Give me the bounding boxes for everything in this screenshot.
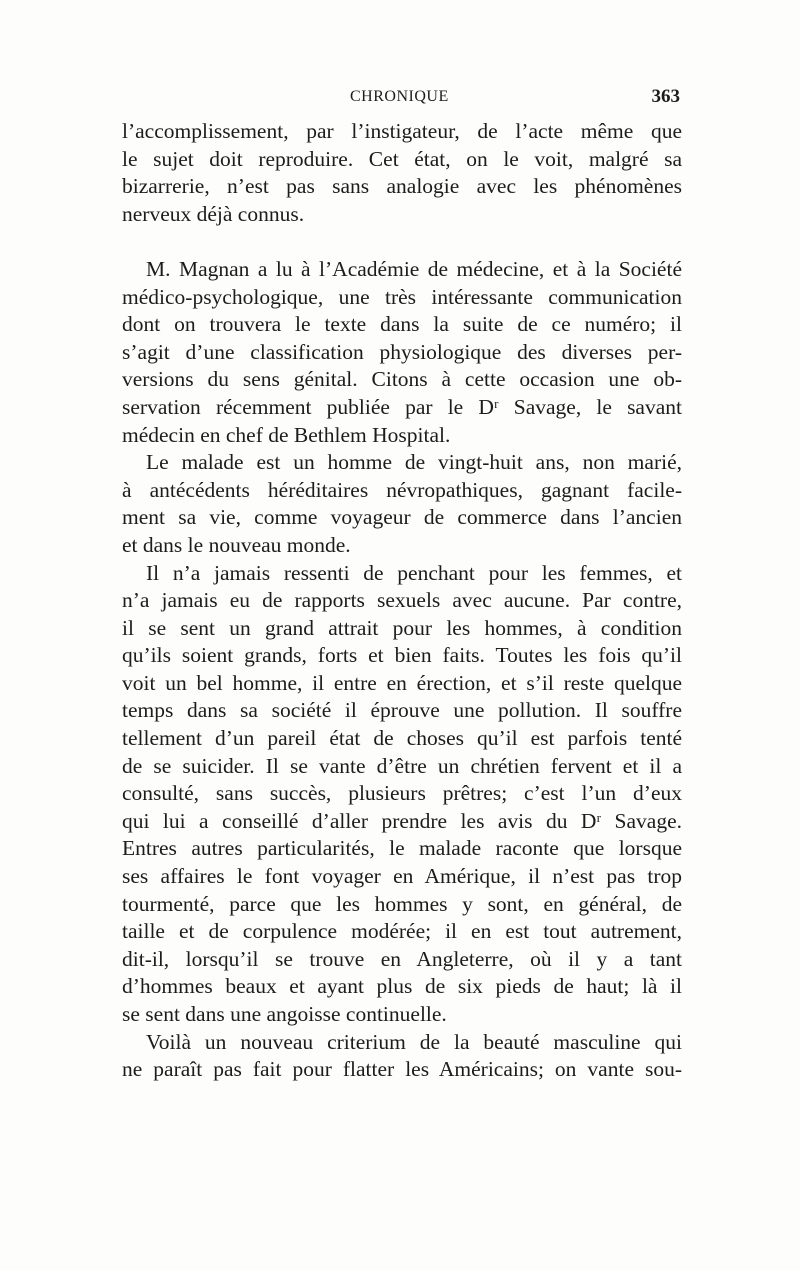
text-line: ment sa vie, comme voyageur de commerce dans l’ancien: [122, 505, 682, 530]
text-line: Voilà un nouveau criterium de la beauté masculine qui: [146, 1029, 682, 1054]
text-line: M. Magnan a lu à l’Académie de médecine, et à la Société: [146, 256, 682, 281]
text-line: versions du sens génital. Citons à cette occasion une ob-: [122, 367, 682, 392]
text-line: consulté, sans succès, plusieurs prêtres; c’est l’un d’eux: [122, 781, 682, 806]
page-number: 363: [651, 86, 680, 107]
text-line: dont on trouvera le texte dans la suite de ce numéro; il: [122, 312, 682, 337]
text-line: le sujet doit reproduire. Cet état, on le voit, malgré sa: [122, 146, 682, 171]
text-line: d’hommes beaux et ayant plus de six pieds de haut; là il: [122, 974, 682, 999]
body-text: [122, 118, 682, 1084]
paragraph: [122, 449, 682, 559]
text-line: il se sent un grand attrait pour les hommes, à condition: [122, 615, 682, 640]
paragraph: [122, 256, 682, 449]
text-line: servation récemment publiée par le Dʳ Savage, le savant: [122, 394, 682, 419]
text-line: ses affaires le font voyager en Amérique, il n’est pas trop: [122, 864, 682, 889]
text-line: qui lui a conseillé d’aller prendre les avis du Dʳ Savage.: [122, 808, 682, 833]
text-line: s’agit d’une classification physiologique des diverses per-: [122, 339, 682, 364]
text-line: et dans le nouveau monde.: [122, 532, 351, 557]
text-line: n’a jamais eu de rapports sexuels avec aucune. Par contre,: [122, 588, 682, 613]
text-line: bizarrerie, n’est pas sans analogie avec les phénomènes: [122, 174, 682, 199]
paragraph: [122, 118, 682, 228]
text-line: voit un bel homme, il entre en érection, et s’il reste quelque: [122, 670, 682, 695]
text-line: se sent dans une angoisse continuelle.: [122, 1002, 447, 1026]
text-line: médico-psychologique, une très intéressante communication: [122, 284, 682, 309]
text-line: qu’ils soient grands, forts et bien faits. Toutes les fois qu’il: [122, 643, 682, 668]
text-line: nerveux déjà connus.: [122, 201, 305, 226]
text-line: taille et de corpulence modérée; il en est tout autrement,: [122, 919, 682, 944]
paragraph: [122, 560, 682, 1029]
text-line: ne paraît pas fait pour flatter les Américains; on vante sou-: [122, 1057, 682, 1082]
text-line: à antécédents héréditaires névropathiques, gagnant facile-: [122, 477, 682, 502]
text-line: dit-il, lorsqu’il se trouve en Angleterre, où il y a tant: [122, 946, 682, 971]
text-line: l’accomplissement, par l’instigateur, de l’acte même que: [122, 119, 682, 143]
paragraph: [122, 1029, 682, 1084]
text-line: Il n’a jamais ressenti de penchant pour les femmes, et: [146, 560, 682, 585]
text-line: médecin en chef de Bethlem Hospital.: [122, 422, 451, 447]
page-header: [122, 88, 680, 114]
paragraph-gap: [122, 228, 682, 256]
text-line: temps dans sa société il éprouve une pollution. Il souffre: [122, 698, 682, 723]
text-line: tourmenté, parce que les hommes y sont, en général, de: [122, 891, 682, 916]
text-line: tellement d’un pareil état de choses qu’il est parfois tenté: [122, 726, 682, 751]
running-head: CHRONIQUE: [350, 88, 449, 105]
text-line: de se suicider. Il se vante d’être un chrétien fervent et il a: [122, 753, 682, 778]
text-line: Entres autres particularités, le malade raconte que lorsque: [122, 836, 682, 861]
text-line: Le malade est un homme de vingt-huit ans, non marié,: [146, 450, 682, 475]
